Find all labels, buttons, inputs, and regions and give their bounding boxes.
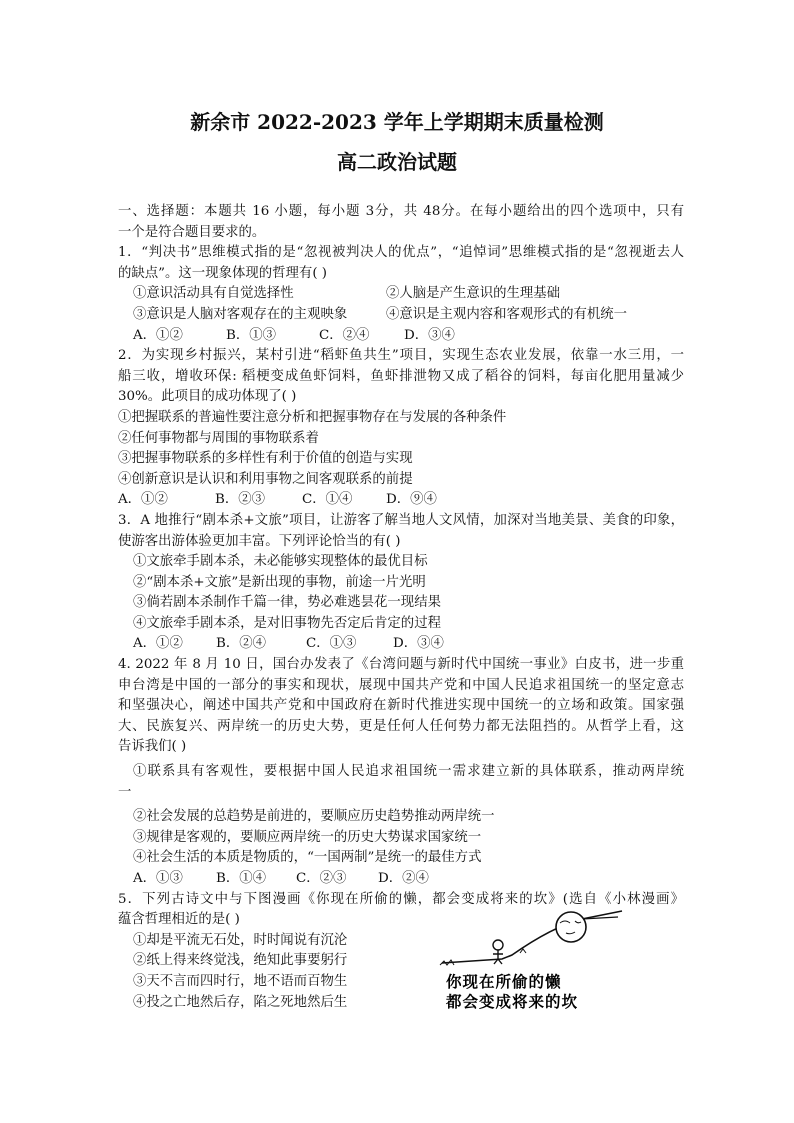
page-subtitle: 高二政治试题 bbox=[337, 150, 457, 174]
section-intro-line: 一个是符合题目要求的。 bbox=[118, 224, 266, 240]
option-item: ②人脑是产生意识的生理基础 bbox=[386, 286, 561, 302]
option-item: ④文旅牵手剧本杀，是对旧事物先否定后肯定的过程 bbox=[133, 615, 441, 631]
option-item: ③把握事物联系的多样性有利于价值的创造与实现 bbox=[118, 451, 413, 467]
question-stem-line: 申台湾是中国的一部分的事实和现状，展现中国共产党和中国人民追求祖国统一的坚定意志 bbox=[118, 677, 684, 693]
question-stem-line: 5．下列古诗文中与下图漫画《你现在所偷的懒，都会变成将来的坎》(选自《小林漫画》 bbox=[118, 891, 684, 907]
answer-choice-b: B．①③ bbox=[226, 327, 277, 343]
question-stem-line: 使游客出游体验更加丰富。下列评论恰当的有( ) bbox=[118, 533, 401, 549]
question-5-options-and-cartoon bbox=[118, 931, 684, 1013]
answer-choice-b: B．①④ bbox=[216, 871, 267, 886]
option-item: ③倘若剧本杀制作千篇一律，势必难逃昙花一现结果 bbox=[133, 595, 441, 611]
option-item: ①却是平流无石处，时时闻说有沉沦 bbox=[133, 932, 348, 948]
answer-choice-a: A．①② bbox=[133, 636, 183, 652]
answer-choices bbox=[118, 326, 684, 347]
question-stem-line: 1．“判决书”思维模式指的是“忽视被判决人的优点”，“追悼词”思维模式指的是“忽视逝去人 bbox=[118, 245, 684, 261]
answer-choices bbox=[118, 490, 684, 511]
answer-choice-d: D．③④ bbox=[393, 636, 444, 652]
answer-choice-d: D．③④ bbox=[404, 327, 455, 343]
option-item: ④意识是主观内容和客观形式的有机统一 bbox=[386, 306, 628, 322]
answer-choice-c: C．②④ bbox=[319, 327, 370, 343]
option-item: ①文旅牵手剧本杀，未必能够实现整体的最优目标 bbox=[133, 554, 428, 570]
option-item-continued: 一 bbox=[118, 784, 132, 800]
cartoon-grass bbox=[440, 949, 526, 965]
question-stem-line: 告诉我们( ) bbox=[118, 739, 187, 755]
cartoon-person-body bbox=[493, 950, 503, 964]
answer-choices bbox=[118, 869, 684, 890]
option-row bbox=[118, 305, 684, 326]
cartoon-boulder bbox=[556, 912, 586, 942]
question-stem-line: 3．A 地推行“剧本杀+文旅”项目，让游客了解当地人文风情，加深对当地美景、美食的印象， bbox=[118, 512, 684, 528]
question-2 bbox=[118, 346, 684, 511]
question-stem-line: 的缺点”。这一现象体现的哲理有( ) bbox=[118, 265, 328, 281]
question-stem-line: 蕴含哲理相近的是( ) bbox=[118, 912, 240, 928]
answer-choice-d: D．②④ bbox=[378, 871, 429, 886]
option-item: ③天不言而四时行，地不语而百物生 bbox=[133, 973, 348, 989]
answer-choice-a: A．①② bbox=[118, 492, 168, 508]
option-item: ④创新意识是认识和利用事物之间客观联系的前提 bbox=[118, 471, 413, 487]
cartoon-illustration bbox=[432, 907, 668, 1017]
option-item: ①联系具有客观性，要根据中国人民追求祖国统一需求建立新的具体联系，推动两岸统 bbox=[133, 764, 684, 780]
answer-choice-c: C．①④ bbox=[302, 492, 353, 508]
question-1 bbox=[118, 243, 684, 346]
answer-choice-b: B．②③ bbox=[215, 492, 266, 508]
page-title: 新余市 2022-2023 学年上学期期末质量检测 bbox=[190, 110, 604, 134]
question-4 bbox=[118, 655, 684, 890]
question-stem-line: 4. 2022 年 8 月 10 日，国台办发表了《台湾问题与新时代中国统一事业》白皮书，进一步重 bbox=[118, 657, 684, 673]
option-item: ④社会生活的本质是物质的，“一国两制”是统一的最佳方式 bbox=[133, 850, 482, 866]
question-stem-line: 船三收，增收环保: 稻梗变成鱼虾饲料，鱼虾排泄物又成了稻谷的饲料，每亩化肥用量减少 bbox=[118, 368, 684, 384]
answer-choice-d: D．⑨④ bbox=[386, 492, 437, 508]
cartoon-person-head bbox=[493, 940, 503, 950]
option-item: ②社会发展的总趋势是前进的，要顺应历史趋势推动两岸统一 bbox=[133, 809, 495, 825]
question-stem-line: 30%。此项目的成功体现了( ) bbox=[118, 389, 297, 405]
option-item: ③规律是客观的，要顺应两岸统一的历史大势谋求国家统一 bbox=[133, 829, 482, 845]
option-item: ①意识活动具有自觉选择性 bbox=[133, 286, 294, 302]
cartoon-image bbox=[432, 907, 668, 1017]
question-stem-line: 大、民族复兴、两岸统一的历史大势，更是任何人任何势力都无法阻挡的。从哲学上看，这 bbox=[118, 718, 684, 734]
question-3 bbox=[118, 511, 684, 655]
option-row bbox=[118, 284, 684, 305]
option-item: ③意识是人脑对客观存在的主观映象 bbox=[133, 306, 348, 322]
answer-choice-c: C．②③ bbox=[296, 871, 347, 886]
option-item: ②纸上得来终觉浅，绝知此事要躬行 bbox=[133, 953, 348, 969]
answer-choice-b: B．②④ bbox=[216, 636, 267, 652]
option-item: ④投之亡地然后存，陷之死地然后生 bbox=[133, 994, 348, 1010]
answer-choice-a: A．①③ bbox=[133, 871, 183, 886]
answer-choice-c: C．①③ bbox=[306, 636, 357, 652]
option-item: ②任何事物都与周围的事物联系着 bbox=[118, 430, 319, 446]
cartoon-caption-line: 都会变成将来的坎 bbox=[446, 992, 579, 1011]
option-item: ②“剧本杀+文旅”是新出现的事物，前途一片光明 bbox=[133, 574, 426, 590]
cartoon-caption-line: 你现在所偷的懒 bbox=[446, 972, 562, 991]
exam-body bbox=[118, 202, 684, 1013]
answer-choices bbox=[118, 634, 684, 655]
section-intro-line: 一、选择题：本题共 16 小题，每小题 3分，共 48分。在每小题给出的四个选项中，只有 bbox=[118, 204, 684, 219]
question-stem-line: 和坚强决心，阐述中国共产党和中国政府在新时代推进实现中国统一的立场和政策。国家强 bbox=[118, 698, 684, 714]
question-stem-line: 2．为实现乡村振兴，某村引进“稻虾鱼共生”项目，实现生态农业发展，依靠一水三用，一 bbox=[118, 348, 684, 364]
question-5 bbox=[118, 890, 684, 1014]
option-item: ①把握联系的普遍性要注意分析和把握事物存在与发展的各种条件 bbox=[118, 409, 507, 425]
answer-choice-a: A．①② bbox=[133, 327, 183, 343]
